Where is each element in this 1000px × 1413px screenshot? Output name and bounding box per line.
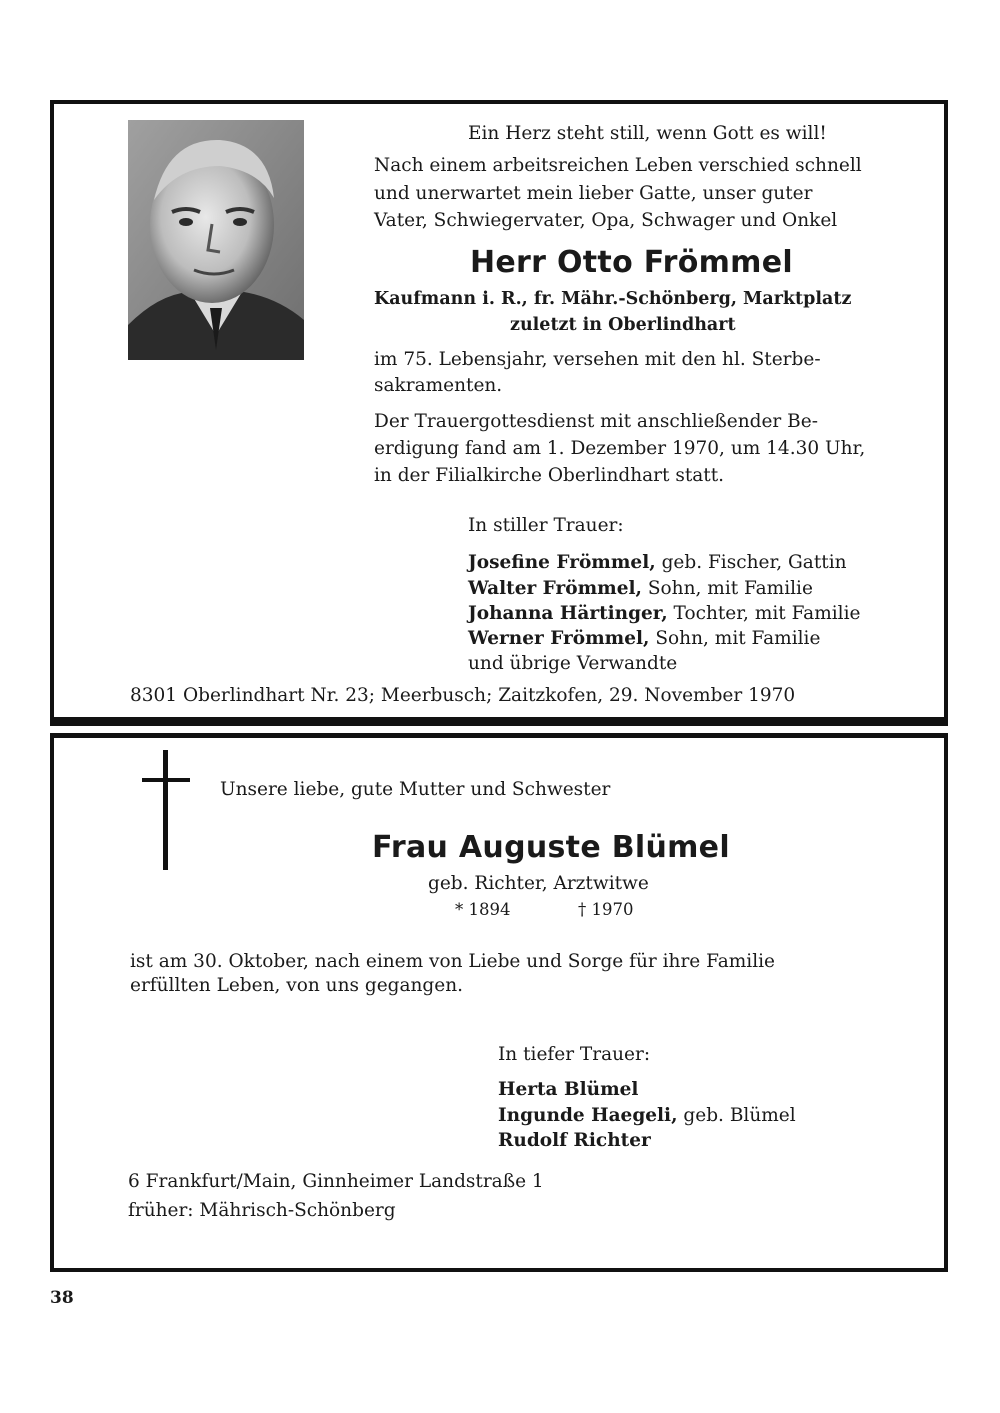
- portrait-illustration: [128, 120, 304, 360]
- address-line-2: früher: Mährisch-Schönberg: [128, 1200, 396, 1221]
- mourner-detail: und übrige Verwandte: [468, 653, 678, 674]
- mourner-detail: Sohn, mit Familie: [655, 628, 821, 649]
- mourner-row: [468, 650, 677, 677]
- address-line-1: 6 Frankfurt/Main, Ginnheimer Landstraße 1: [128, 1171, 544, 1192]
- mourner-name: Ingunde Haegeli,: [498, 1105, 678, 1126]
- mourning-heading: In stiller Trauer:: [468, 515, 624, 536]
- age-line-1: im 75. Lebensjahr, versehen mit den hl. Sterbe-: [374, 349, 821, 370]
- mourner-row: [498, 1076, 638, 1103]
- mourner-name: Walter Frömmel,: [468, 578, 642, 599]
- death-year: † 1970: [578, 900, 634, 919]
- mourner-row: [468, 549, 847, 576]
- occupation-line-1: Kaufmann i. R., fr. Mähr.-Schönberg, Marktplatz: [374, 289, 852, 309]
- portrait-photo: [128, 120, 304, 360]
- text-line-1: ist am 30. Oktober, nach einem von Liebe und Sorge für ihre Familie: [130, 951, 775, 972]
- page-number: 38: [50, 1288, 74, 1308]
- divider-rule: [50, 722, 948, 726]
- mourner-name: Johanna Härtinger,: [468, 603, 668, 624]
- lead-line: Unsere liebe, gute Mutter und Schwester: [220, 779, 611, 800]
- cross-icon-bar: [142, 778, 190, 782]
- born-as-line: geb. Richter, Arztwitwe: [428, 873, 649, 894]
- service-line-1: Der Trauergottesdienst mit anschließender Be-: [374, 411, 818, 432]
- mourner-detail: geb. Fischer, Gattin: [661, 552, 847, 573]
- mourner-row: [468, 600, 860, 627]
- address-line: 8301 Oberlindhart Nr. 23; Meerbusch; Zaitzkofen, 29. November 1970: [130, 685, 796, 706]
- mourner-row: [468, 575, 813, 602]
- text-line-2: erfüllten Leben, von uns gegangen.: [130, 975, 464, 996]
- mourning-heading: In tiefer Trauer:: [498, 1044, 651, 1065]
- mourner-row: [498, 1102, 796, 1129]
- mourner-name: Werner Frömmel,: [468, 628, 650, 649]
- service-line-2: erdigung fand am 1. Dezember 1970, um 14.30 Uhr,: [374, 438, 866, 459]
- mourner-detail: Tochter, mit Familie: [673, 603, 861, 624]
- mourner-row: [498, 1127, 651, 1154]
- cross-icon: [163, 750, 168, 870]
- mourner-name: Rudolf Richter: [498, 1130, 651, 1151]
- mourner-name: Herta Blümel: [498, 1079, 639, 1100]
- lead-line: Ein Herz steht still, wenn Gott es will!: [468, 123, 827, 144]
- service-line-3: in der Filialkirche Oberlindhart statt.: [374, 465, 725, 486]
- mourner-name: Josefine Frömmel,: [468, 552, 656, 573]
- deceased-name: Herr Otto Frömmel: [470, 245, 793, 280]
- intro-line-2: und unerwartet mein lieber Gatte, unser guter: [374, 183, 813, 204]
- occupation-line-2: zuletzt in Oberlindhart: [510, 315, 736, 335]
- intro-line-3: Vater, Schwiegervater, Opa, Schwager und Onkel: [374, 210, 838, 231]
- mourner-detail: geb. Blümel: [683, 1105, 796, 1126]
- mourner-detail: Sohn, mit Familie: [647, 578, 813, 599]
- mourner-row: [468, 625, 820, 652]
- deceased-name: Frau Auguste Blümel: [372, 830, 730, 865]
- age-line-2: sakramenten.: [374, 375, 503, 396]
- intro-line-1: Nach einem arbeitsreichen Leben verschied schnell: [374, 155, 862, 176]
- birth-year: * 1894: [455, 900, 511, 919]
